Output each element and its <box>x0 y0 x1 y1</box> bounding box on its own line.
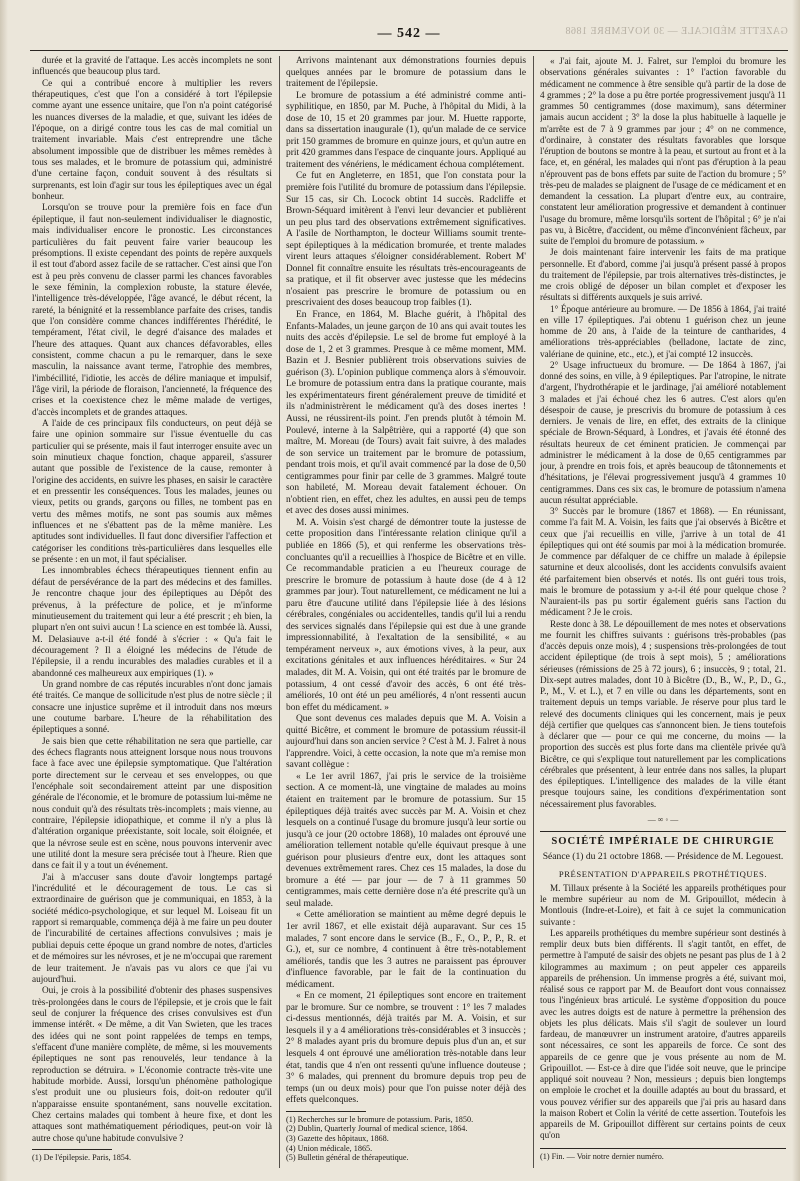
page-left-edge <box>0 0 8 1181</box>
paragraph: Les innombrables échecs thérapeutiques tiennent enfin au défaut de persévérance de la part des médecins et des familles. Je rencontre chaque jour des épileptiques au Dépôt des prévenus, à la préfecture de police, et je m'informe minutieusement du traitement qui leur a été prescrit ; eh bien, la plupart n'en ont suivi aucun ! La science en est tombée là. Aussi, M. Delasiauve a-t-il été fondé à s'écrier : « Qu'a fait le découragement ? Il a éloigné les médecins de l'étude de l'épilepsie, il a rendu incurables des maladies curables et il a abandonné ces malheureux aux empiriques (1). » <box>32 566 272 679</box>
column-1 <box>32 56 272 1168</box>
paragraph: Je dois maintenant faire intervenir les faits de ma pratique personnelle. Et d'abord, comme j'ai jusqu'à présent passé à propos du traitement de l'épilepsie, par trois alternatives très-distinctes, je me crois obligé de déposer un bilan complet et d'exposer les résultats si différents auxquels je suis arrivé. <box>540 247 786 303</box>
paragraph: Ce fut en Angleterre, en 1851, que l'on constata pour la première fois l'utilité du bromure de potassium dans l'épilepsie. Sur 15 cas, sir Ch. Locock obtint 14 succès. Radcliffe et Brown-Séquard imitèrent à l'envi leur devancier et publièrent un peu plus tard des observations extrêmement significatives. A l'asile de Northampton, le docteur Williams soumit trente-sept épileptiques à la médication bromurée, et trente malades virent leurs attaques s'éloigner considérablement. Robert M' Donnel fit connaître ensuite les résultats très-encourageants de sa pratique, et il fit observer avec justesse que les médecins n'osaient pas prescrire le bromure de potassium ou en prescrivaient des doses beaucoup trop faibles (1). <box>286 171 526 309</box>
paragraph: Lorsqu'on se trouve pour la première fois en face d'un épileptique, il faut non-seulement individualiser le diagnostic, mais individualiser encore le pronostic. Les circonstances particulières du fait peuvent faire varier beaucoup les présomptions. Il existe cependant des points de repère auxquels il est tout d'abord assez facile de se rattacher. C'est ainsi que l'on est à peu près convenu de classer parmi les chances favorables le sexe féminin, la complexion robuste, la stature élevée, l'intelligence très-développée, l'âge avancé, le début récent, la rareté, la bénignité et la ressemblance parfaite des crises, tandis que l'on considère comme chances indifférentes l'hérédité, le tempérament, l'état civil, le degré d'aisance des malades et l'heure des attaques. Quant aux chances défavorables, elles consistent, comme chacun a pu le remarquer, dans le sexe masculin, la naissance avant terme, l'atrophie des membres, l'imbécillité, l'idiotie, les accès de délire maniaque et impulsif, l'âge viril, la période de floraison, l'ancienneté, la fréquence des crises et la coexistence chez le même malade de vertiges, d'accès incomplets et de grandes attaques. <box>32 203 272 418</box>
seance-line: Séance (1) du 21 octobre 1868. — Présidence de M. Legouest. <box>542 851 784 863</box>
section-ornament: — ∞ ◦ — <box>647 814 679 824</box>
column-separator-1 <box>279 56 280 1168</box>
footnote: (1) Recherches sur le bromure de potassium. Paris, 1850. <box>286 1114 474 1124</box>
column-separator-2 <box>533 56 534 1168</box>
paragraph: Je sais bien que cette réhabilitation ne sera que partielle, car des échecs flagrants nous atteignent lorsque nous nous trouvons face à face avec une épilepsie symptomatique. Que l'altération porte directement sur le cerveau et ses enveloppes, ou que l'encéphale soit secondairement atteint par une disposition générale de l'économie, et le bromure de potassium lui-même ne nous conduit qu'à des résultats très-incomplets ; mais vienne, au contraire, l'épilepsie idiopathique, et comme il n'y a plus là d'altération organique préexistante, soit locale, soit éloignée, et que la névrose seule est en scène, nous pouvons intervenir avec une utilité dont la mesure sera précisée tout à l'heure. Rien que dans ce fait il y a tout un événement. <box>32 736 272 872</box>
paragraph: J'ai à m'accuser sans doute d'avoir longtemps partagé l'incrédulité et le découragement de tous. Le cas si extraordinaire de guérison que je communiquai, en 1853, à la société médico-psychologique, et sur lequel M. Loiseau fit un rapport si remarquable, commença déjà à me faire un peu douter de l'incurabilité de certaines affections convulsives ; mais je publiai depuis cette époque un grand nombre de notes, d'articles et de mémoires sur les névroses, et je ne m'occupai que rarement de leur traitement. Je n'avais pas vu alors ce que j'ai vu aujourd'hui. <box>32 872 272 985</box>
paragraph: Ce qui a contribué encore à multiplier les revers thérapeutiques, c'est que l'on a considéré à tort l'épilepsie comme ayant une essence unitaire, que l'on n'a point catégorisé les nuances diverses de la maladie, et que, suivant les idées de l'époque, on a dirigé contre tous les cas de mal comitial un traitement invariable. Mais c'est entreprendre une tâche absolument impossible que de distribuer les mêmes remèdes à tous ses malades, et le bromure de potassium qui, administré d'une certaine façon, conduit souvent à des résultats si surprenants, est loin d'agir sur tous les épileptiques avec un égal bonheur. <box>32 78 272 203</box>
paragraph: 3° Succès par le bromure (1867 et 1868). — En réunissant, comme l'a fait M. A. Voisin, les faits que j'ai observés à Bicêtre et ceux que j'ai recueillis en ville, j'arrive à un total de 41 épileptiques qui ont été soumis par moi à la médication bromurée. Je commence par défalquer de ce chiffre un malade à épilepsie saturnine et deux alcoolisés, dont les accidents convulsifs avaient été parfaitement bien observés et notés. Ils ont guéri tous trois, mais le bromure de potassium y a-t-il été pour quelque chose ? N'auraient-ils pas pu sortir également guéris sans l'action du médicament ? Je le crois. <box>540 506 786 618</box>
paragraph: A l'aide de ces principaux fils conducteurs, on peut déjà se faire une opinion sommaire sur l'issue éventuelle du cas particulier qui se présente, mais il faut interroger ensuite avec un soin minutieux chaque fonction, chaque appareil, s'assurer autant que possible de l'existence de la cause, remonter à l'origine des accidents, en suivre les phases, en saisir le caractère et en pressentir les conséquences. Tous les malades, jeunes ou vieux, petits ou grands, garçons ou filles, ne tombent pas en vertu des mêmes motifs, ne sont pas soumis aux mêmes influences et ne s'ébattent pas de la même manière. Les aptitudes sont individuelles. Il faut donc diversifier l'affection et catégoriser les conditions très-particulières dans lesquelles elle se présente : en un mot, il faut spécialiser. <box>32 419 272 566</box>
paragraph: Un grand nombre de cas réputés incurables n'ont donc jamais été traités. Ce manque de sollicitude n'est plus de notre siècle ; il consacre une injustice suprême et il introduit dans nos mœurs une coutume barbare. L'heure de la réhabilitation des épileptiques a sonné. <box>32 679 272 736</box>
paragraph: M. Tillaux présente à la Société les appareils prothétiques pour le membre supérieur au nom de M. Gripouillot, médecin à Montlouis (Indre-et-Loire), et fait à ce sujet la communication suivante : <box>540 882 786 927</box>
paragraph: Le bromure de potassium a été administré comme anti-syphilitique, en 1850, par M. Puche, à l'hôpital du Midi, à la dose de 10, 15 et 20 grammes par jour. M. Huette rapporte, dans sa dissertation inaugurale (1), qu'un malade de ce service prit 150 grammes de bromure en quinze jours, et qu'un autre en prit 420 grammes dans l'espace de cinquante jours. Appliqué au traitement des vénériens, le médicament échoua complétement. <box>286 90 526 170</box>
footnote: (4) Union médicale, 1865. <box>286 1143 373 1153</box>
header-rule <box>30 50 788 51</box>
bleed-through-text: GAZETTE MÉDICALE — 30 NOVEMBRE 1868 <box>565 26 788 37</box>
footnote: (3) Gazette des hôpitaux, 1868. <box>286 1133 389 1143</box>
footnote: (1) De l'épilepsie. Paris, 1854. <box>32 1153 132 1162</box>
society-title: SOCIÉTÉ IMPÉRIALE DE CHIRURGIE <box>551 836 775 847</box>
paragraph: durée et la gravité de l'attaque. Les accès incomplets ne sont influencés que beaucoup plus tard. <box>32 56 272 78</box>
section-rule <box>540 831 786 832</box>
footnote-rule <box>286 1111 366 1112</box>
paragraph: Reste donc à 38. Le dépouillement de mes notes et observations me fournit les chiffres suivants : guérisons très-probables (pas d'accès depuis onze mois), 4 ; suspensions très-prolongées de tout accident épileptique (de trois à sept mois), 5 ; améliorations sérieuses (rémissions de 25 à 72 jours), 6 ; insuccès, 9 ; total, 21. Dix-sept autres malades, dont 10 à Bicêtre (D., B., W., P., D., G., P., M., V. et L.), et 7 en ville ou dans les départements, sont en traitement depuis un temps variable. Je réserve pour plus tard le relevé des documents cliniques qui les concernent, mais je peux déjà certifier que quelques cas s'annoncent bien. Je tiens toutefois à déclarer que — pour ce qui me concerne, du moins — la proportion des succès est plus forte dans ma clientèle privée qu'à Bicêtre, ce qui s'explique tout naturellement par les complications cérébrales que présentent, à leur entrée dans nos salles, la plupart des épileptiques. L'intelligence des malades de la ville étant presque toujours saine, les conditions d'expérimentation sont nécessairement plus favorables. <box>540 618 786 809</box>
paragraph: 2° Usage infructueux du bromure. — De 1864 à 1867, j'ai donné des soins, en ville, à 9 épileptiques. Par l'atropine, le nitrate d'argent, l'hydrothérapie et le jardinage, j'ai amélioré notablement 3 malades et j'ai échoué chez les 6 autres. C'est alors qu'en désespoir de cause, je prescrivis du bromure de potassium à ces derniers. Je venais de lire, en effet, des extraits de la clinique spéciale de Brown-Séquard, à Londres, et j'avais été étonné des résultats heureux de cet éminent praticien. Je commençai par administrer le médicament à la dose de 0,65 centigrammes par jour, à prendre en trois fois, et après beaucoup de tâtonnements et d'hésitations, je l'élevai progressivement jusqu'à 4 grammes 10 centigrammes. Dans ces six cas, le bromure de potassium n'amena aucun résultat appréciable. <box>540 359 786 505</box>
section-subheading: PRÉSENTATION D'APPAREILS PROTHÉTIQUES. <box>558 868 768 879</box>
page-number: — 542 — <box>377 26 441 41</box>
page-header <box>30 26 788 48</box>
paragraph: « J'ai fait, ajoute M. J. Falret, sur l'emploi du bromure les observations générales suivantes : 1° l'action favorable du médicament ne commence à être sensible qu'à partir de la dose de 4 grammes ; 2° la dose a pu être portée progressivement jusqu'à 11 grammes 50 centigrammes (dose maximum), sans déterminer jamais aucun accident ; 3° la dose la plus habituelle à laquelle je m'arrête est de 7 à 9 grammes par jour ; 4° on ne commence, d'ordinaire, à constater des résultats favorables que lorsque l'éruption de boutons se montre à la peau, et surtout au front et à la face, et, en général, les malades qui n'ont pas d'éruption à la peau n'éprouvent pas de bons effets par suite de l'action du bromure ; 5° très-peu de malades se plaignent de l'usage de ce médicament et en demandent la cessation. La plupart d'entre eux, au contraire, constatent leur amélioration progressive et demandent à continuer l'usage du bromure, même lorsqu'ils sortent de l'hôpital ; 6° je n'ai pas vu, à Bicêtre, d'accident, ou même d'inconvénient fâcheux, par suite de l'emploi du bromure de potassium. » <box>540 56 786 246</box>
footnote: (1) Fin. — Voir notre dernier numéro. <box>540 1151 664 1161</box>
footnote-rule <box>32 1149 112 1150</box>
paragraph: Que sont devenus ces malades depuis que M. A. Voisin a quitté Bicêtre, et comment le bromure de potassium réussit-il aujourd'hui dans son ancien service ? C'est à M. J. Falret à nous l'apprendre. Voici, à cette occasion, la note que m'a remise mon savant collègue : <box>286 714 526 771</box>
page-right-edge <box>792 0 800 1181</box>
paragraph: « Le 1er avril 1867, j'ai pris le service de la troisième section. A ce moment-là, une vingtaine de malades au moins étaient en traitement par le bromure de potassium. Sur 15 épileptiques déjà traités avec succès par M. A. Voisin et chez lesquels on a continué l'usage du bromure jusqu'à leur sortie ou jusqu'à ce jour (20 octobre 1868), 10 malades ont éprouvé une amélioration tellement notable qu'elle équivaut presque à une guérison pour plusieurs d'entre eux, dont les attaques sont devenues extrêmement rares. Chez ces 15 malades, la dose du bromure a été — par jour — de 7 à 11 grammes 50 centigrammes, mais cette dernière dose n'a été prescrite qu'à un seul malade. <box>286 771 526 909</box>
footnote-rule <box>540 1148 786 1149</box>
footnote: (5) Bulletin général de thérapeutique. <box>286 1153 409 1163</box>
paragraph: Oui, je crois à la possibilité d'obtenir des phases suspensives très-prolongées dans le cours de l'épilepsie, et je crois que le fait seul de conjurer la fréquence des crises convulsives est d'un immense intérêt. « De même, a dit Van Swieten, que les traces des idées qui ne sont point rappelées de temps en temps, s'effacent d'une manière complète, de même, si les mouvements épileptiques ne sont pas renouvelés, leur tendance à la reproduction se détruira. » L'économie contracte très-vite une habitude morbide. Aussi, lorsqu'un phénomène pathologique s'est produit une ou plusieurs fois, doit-on redouter qu'il n'apparaisse ensuite spontanément, sans nouvelle excitation. Chez certains malades qui tombent à heure fixe, et dont les attaques sont mathématiquement périodiques, peut-on voir là autre chose qu'une habitude convulsive ? <box>32 986 272 1144</box>
paragraph: 1° Époque antérieure au bromure. — De 1856 à 1864, j'ai traité en ville 17 épileptiques. J'ai obtenu 1 guérison chez un jeune homme de 20 ans, à l'aide de la teinture de cantharides, 4 améliorations très-appréciables (belladone, lactate de zinc, valériane de quinine, etc., etc.), et j'ai compté 12 insuccès. <box>540 303 786 359</box>
paragraph: Les appareils prothétiques du membre supérieur sont destinés à remplir deux buts bien différents. Il s'agit tantôt, en effet, de permettre à l'amputé de saisir des objets ne pesant pas plus de 1 à 2 kilogrammes au maximum ; on peut appeler ces appareils appareils de préhension. Un immense progrès a été, suivant moi, réalisé sous ce rapport par M. de Beaufort dont vous connaissez tous l'ingénieux bras articulé. Le système d'opposition du pouce avec les autres doigts est de nature à permettre la préhension des objets les plus délicats. Mais s'il s'agit de soulever un lourd fardeau, de manœuvrer un instrument aratoire, d'autres appareils sont nécessaires, ce sont les appareils de force. Ce sont des appareils de ce genre que je vous présente au nom de M. Gripouillot. — Est-ce à dire que l'idée soit neuve, que le principe appliqué soit nouveau ? Non, messieurs ; depuis bien longtemps on emploie le crochet et la douille adaptés au bout du brassard, et vous pouvez vérifier sur des appareils que j'ai pris au hasard dans la maison Robert et Colin la vérité de cette assertion. Toutefois les appareils de M. Gripouillot diffèrent sur certains points de ceux qu'on <box>540 927 786 1141</box>
footnote: (2) Dublin, Quarterly Journal of medical science, 1864. <box>286 1124 468 1134</box>
column-2 <box>286 56 526 1168</box>
paragraph: « Cette amélioration se maintient au même degré depuis le 1er avril 1867, et elle existait déjà auparavant. Sur ces 15 malades, 7 sont encore dans le service (B., F., O., P., P., R. et G.), et, sur ce nombre, 4 continuent à être très-notablement améliorés, tandis que les 3 autres ne paraissent pas éprouver d'influence favorable, par le fait de la continuation du médicament. <box>286 910 526 990</box>
paragraph: Arrivons maintenant aux démonstrations fournies depuis quelques années par le bromure de potassium dans le traitement de l'épilepsie. <box>286 56 526 90</box>
paragraph: En France, en 1864, M. Blache guérit, à l'hôpital des Enfants-Malades, un jeune garçon de 10 ans qui avait toutes les nuits des accès d'épilepsie. Le sel de brome fut employé à la dose de 1, 2 et 3 grammes. Presque à ce même moment, MM. Bazin et J. Besnier publièrent trois observations suivies de guérison (3). L'opinion publique commença alors à s'émouvoir. Le bromure de potassium entra dans la pratique courante, mais les expérimentateurs firent généralement preuve de timidité et ils n'administrèrent le médicament qu'à des doses inertes ! Aussi, ne réussirent-ils point. J'en prends plutôt à témoin M. Poulevé, interne à la Salpêtrière, qui a rapporté (4) que son maître, M. Moreau (de Tours) avait fait suivre, à des malades de son service un traitement par le bromure de potassium, pendant trois mois, et qu'il avait commencé par la dose de 0,50 centigrammes pour finir par celle de 3 grammes. Malgré toute son habileté, M. Moreau devait fatalement échouer. On n'obtient rien, en effet, chez les adultes, en aussi peu de temps et avec des doses aussi minimes. <box>286 310 526 517</box>
column-3 <box>540 56 786 1168</box>
paragraph: « En ce moment, 21 épileptiques sont encore en traitement par le bromure. Sur ce nombre, se trouvent : 1° les 7 malades ci-dessus mentionnés, déjà traités par M. A. Voisin, et sur lesquels il y a 4 améliorations très-considérables et 3 insuccès ; 2° 8 malades ayant pris du bromure depuis plus d'un an, et sur lesquels 4 ont éprouvé une amélioration très-notable dans leur état, tandis que 4 n'en ont ressenti qu'une influence douteuse ; 3° 6 malades, qui prennent du bromure depuis trop peu de temps (un ou deux mois) pour que l'on puisse noter déjà des effets quelconques. <box>286 991 526 1106</box>
paragraph: M. A. Voisin s'est chargé de démontrer toute la justesse de cette proposition dans l'intéressante relation clinique qu'il a publiée en 1866 (5), et qui renferme les observations très-concluantes qu'il a recueillies à l'hospice de Bicêtre et en ville. Ce recommandable praticien a eu l'heureux courage de prescrire le bromure de potassium à haute dose (de 4 à 12 grammes par jour). Tout naturellement, ce médicament ne lui a paru être d'aucune utilité dans l'épilepsie liée à des lésions cérébrales, congéniales ou accidentelles, tandis qu'il lui a rendu des services signalés dans l'épilepsie qui est due à une grande impressionnabilité, à l'exaltation de la sensibilité, « au tempérament nerveux », aux émotions vives, à la peur, aux excitations génitales et aux influences héréditaires. « Sur 24 malades, dit M. A. Voisin, qui ont été traités par le bromure de potassium, 4 ont cessé d'avoir des accès, 6 ont été très-améliorés, 10 ont été un peu améliorés, 4 n'ont ressenti aucun bon effet du médicament. » <box>286 517 526 713</box>
